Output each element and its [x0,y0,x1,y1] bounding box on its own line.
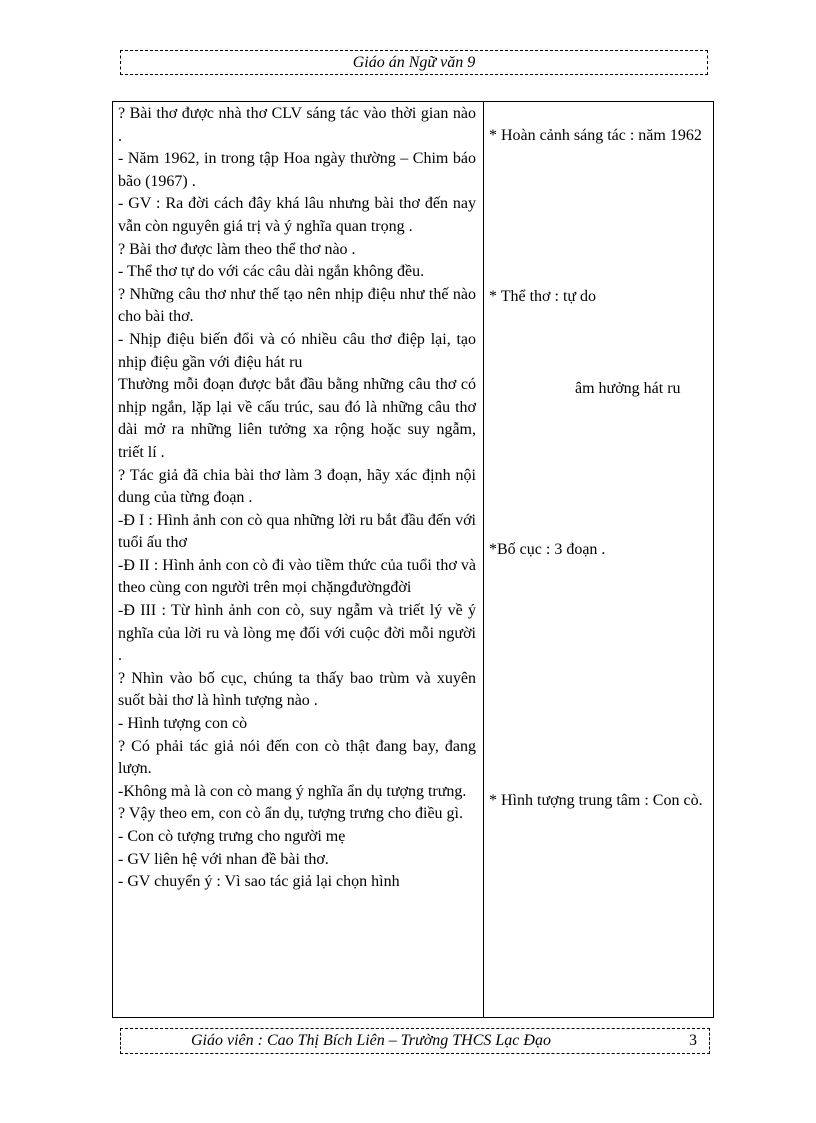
page-header [120,50,708,75]
column-divider [483,102,484,1017]
footer-author: Giáo viên : Cao Thị Bích Liên – Trường THCS Lạc Đạo [191,1032,551,1049]
header-title: Giáo án Ngữ văn 9 [352,54,476,71]
left-paragraph: - Năm 1962, in trong tập Hoa ngày thường – Chim báo bão (1967) . [118,150,476,190]
left-paragraph: -Đ II : Hình ảnh con cò đi vào tiềm thức của tuổi thơ và theo cùng con người trên mọi chặngđườngđời [118,556,476,597]
left-paragraph: ? Bài thơ được nhà thơ CLV sáng tác vào thời gian nào . [118,105,476,145]
left-paragraph: -Đ III : Từ hình ảnh con cò, suy ngẫm và triết lý về ý nghĩa của lời ru và lòng mẹ đối với cuộc đời mỗi người . [118,602,476,665]
left-paragraph: - GV chuyển ý : Vì sao tác giả lại chọn hình [118,873,400,891]
right-note: *Bố cục : 3 đoạn . [489,541,606,558]
page-number: 3 [689,1032,697,1049]
left-paragraph: - Nhịp điệu biến đổi và có nhiều câu thơ điệp lại, tạo nhịp điệu gần với điệu hát ru [118,330,476,371]
left-paragraph: ? Bài thơ được làm theo thể thơ nào . [118,240,356,258]
right-note: * Thể thơ : tự do [489,288,597,305]
left-paragraph: -Không mà là con cò mang ý nghĩa ẩn dụ tượng trưng. [118,782,467,800]
right-note: âm hưởng hát ru [575,380,681,397]
left-paragraph: - Con cò tượng trưng cho người mẹ [118,828,346,845]
left-paragraph: ? Có phải tác giả nói đến con cò thật đang bay, đang lượn. [118,737,476,778]
activity-column [118,103,476,894]
page-footer [120,1028,710,1054]
left-paragraph: Thường mỗi đoạn được bắt đầu bằng những câu thơ có nhịp ngắn, lặp lại về cấu trúc, sau đó là những câu thơ dài mở ra những liên tưởng xa rộng hoặc suy ngẫm, triết lí . [118,376,476,461]
left-paragraph: ? Nhìn vào bố cục, chúng ta thấy bao trùm và xuyên suốt bài thơ là hình tượng nào . [118,669,476,710]
left-paragraph: ? Những câu thơ như thế tạo nên nhịp điệu như thế nào cho bài thơ. [118,285,476,326]
left-paragraph: - Thể thơ tự do với các câu dài ngắn không đều. [118,263,425,281]
right-note: * Hoàn cảnh sáng tác : năm 1962 [489,127,702,144]
right-note: * Hình tượng trung tâm : Con cò. [489,792,703,809]
left-paragraph: -Đ I : Hình ảnh con cò qua những lời ru bắt đầu đến với tuổi ấu thơ [118,511,476,552]
lesson-table [112,101,714,1018]
left-paragraph: ? Vậy theo em, con cò ẩn dụ, tượng trưng cho điều gì. [118,805,463,823]
left-paragraph: - GV liên hệ với nhan đề bài thơ. [118,850,329,868]
left-paragraph: ? Tác giả đã chia bài thơ làm 3 đoạn, hãy xác định nội dung của từng đoạn . [118,466,476,507]
left-paragraph: - GV : Ra đời cách đây khá lâu nhưng bài thơ đến nay vẫn còn nguyên giá trị và ý nghĩa quan trọng . [118,195,476,235]
left-paragraph: - Hình tượng con cò [118,715,248,733]
